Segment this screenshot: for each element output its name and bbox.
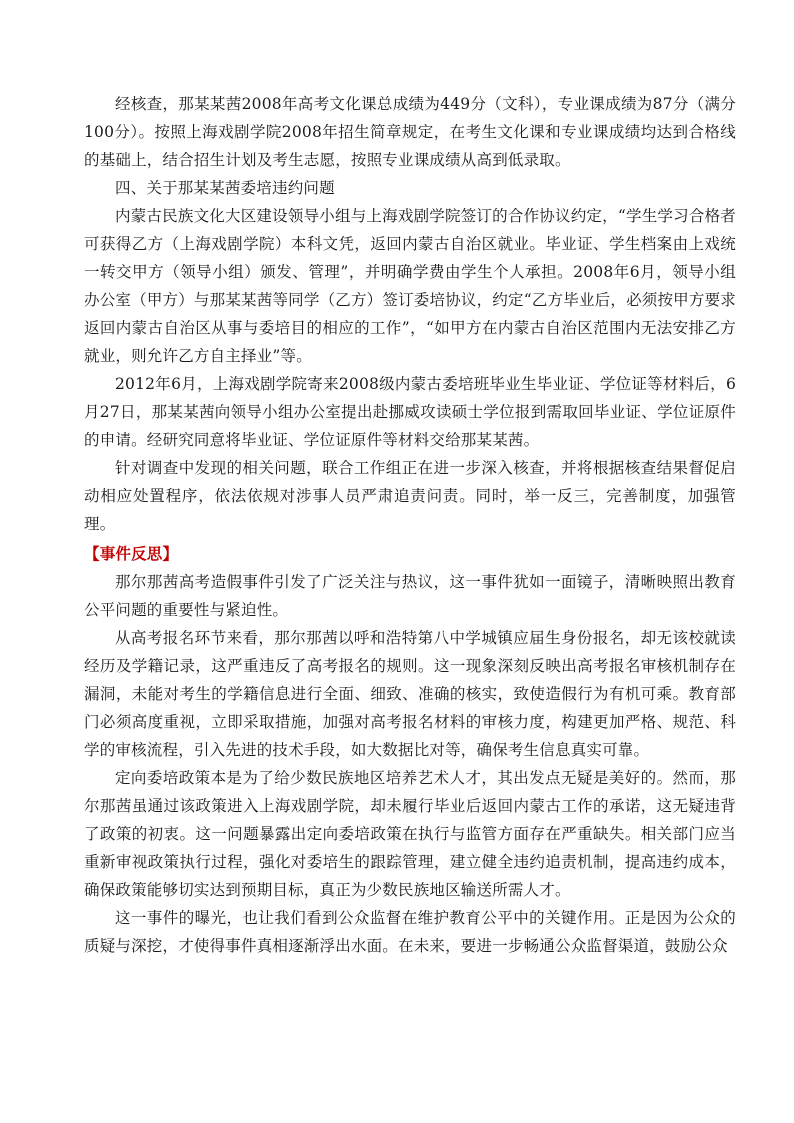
paragraph-reflection-policy: 定向委培政策本是为了给少数民族地区培养艺术人才，其出发点无疑是美好的。然而，那尔那茜虽通过该政策进入上海戏剧学院，却未履行毕业后返回内蒙古工作的承诺，这无疑违背了政策的初衷。这一问题暴露出定向委培政策在执行与监管方面存在严重缺失。相关部门应当重新审视政策执行过程，强化对委培生的跟踪管理，建立健全违约追责机制，提高违约成本，确保政策能够切实达到预期目标，真正为少数民族地区输送所需人才。 [84,769,736,899]
document-body [84,90,736,960]
paragraph-certificates: 2012年6月，上海戏剧学院寄来2008级内蒙古委培班毕业生毕业证、学位证等材料后，6月27日，那某某茜向领导小组办公室提出赴挪威攻读硕士学位报到需取回毕业证、学位证原件的申请。经研究同意将毕业证、学位证原件等材料交给那某某茜。 [84,375,736,449]
paragraph-score-verification: 经核查，那某某茜2008年高考文化课总成绩为449分（文科），专业课成绩为87分（满分100分）。按照上海戏剧学院2008年招生简章规定，在考生文化课和专业课成绩均达到合格线的基础上，结合招生计划及考生志愿，按照专业课成绩从高到低录取。 [84,95,736,169]
paragraph-reflection-intro: 那尔那茜高考造假事件引发了广泛关注与热议，这一事件犹如一面镜子，清晰映照出教育公平问题的重要性与紧迫性。 [84,573,736,619]
paragraph-agreement: 内蒙古民族文化大区建设领导小组与上海戏剧学院签订的合作协议约定，“学生学习合格者可获得乙方（上海戏剧学院）本科文凭，返回内蒙古自治区就业。毕业证、学生档案由上戏统一转交甲方（领导小组）颁发、管理”，并明确学费由学生个人承担。2008年6月，领导小组办公室（甲方）与那某某茜等同学（乙方）签订委培协议，约定“乙方毕业后，必须按甲方要求返回内蒙古自治区从事与委培目的相应的工作”，“如甲方在内蒙古自治区范围内无法安排乙方就业，则允许乙方自主择业”等。 [84,207,736,365]
paragraph-reflection-supervision: 这一事件的曝光，也让我们看到公众监督在维护教育公平中的关键作用。正是因为公众的质疑与深挖，才使得事件真相逐渐浮出水面。在未来，要进一步畅通公众监督渠道，鼓励公众 [84,909,736,955]
paragraph-investigation: 针对调查中发现的相关问题，联合工作组正在进一步深入核查，并将根据核查结果督促启动相应处置程序，依法依规对涉事人员严肃追责问责。同时，举一反三，完善制度，加强管理。 [84,459,736,533]
section-label-reflection: 【事件反思】 [84,545,179,563]
paragraph-reflection-registration: 从高考报名环节来看，那尔那茜以呼和浩特第八中学城镇应届生身份报名，却无该校就读经历及学籍记录，这严重违反了高考报名的规则。这一现象深刻反映出高考报名审核机制存在漏洞，未能对考生的学籍信息进行全面、细致、准确的核实，致使造假行为有机可乘。教育部门必须高度重视，立即采取措施，加强对高考报名材料的审核力度，构建更加严格、规范、科学的审核流程，引入先进的技术手段，如大数据比对等，确保考生信息真实可靠。 [84,629,736,759]
section-heading-four: 四、关于那某某茜委培违约问题 [115,179,335,197]
